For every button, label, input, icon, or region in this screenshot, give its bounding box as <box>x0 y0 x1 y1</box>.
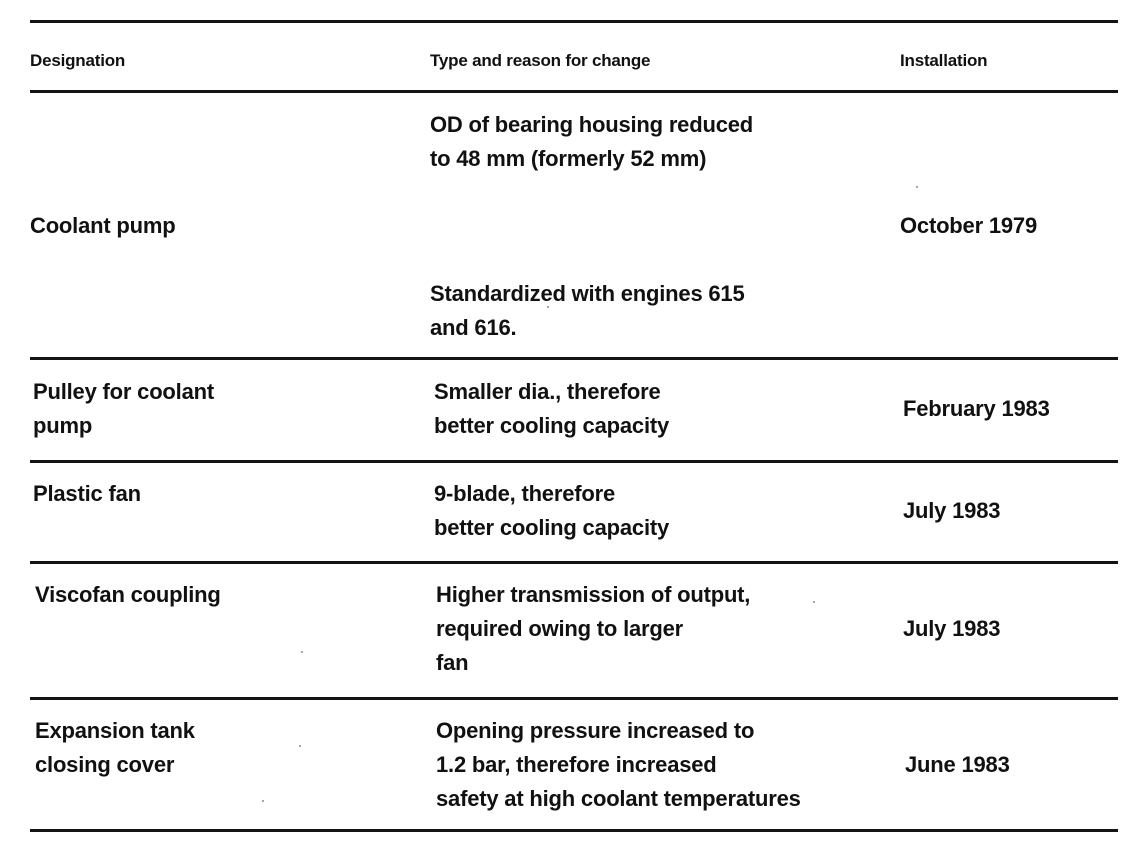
header-designation: Designation <box>30 51 126 70</box>
reason-line: better cooling capacity <box>434 413 670 438</box>
designation-cell: Coolant pump <box>30 213 176 238</box>
designation-line: pump <box>33 413 93 438</box>
reason-line: OD of bearing housing reduced <box>430 112 753 137</box>
reason-line: required owing to larger <box>436 616 684 641</box>
row-divider <box>30 460 1118 463</box>
installation-cell: October 1979 <box>900 213 1038 238</box>
header-type-and-reason: Type and reason for change <box>430 51 651 70</box>
table-bottom-rule <box>30 829 1118 832</box>
designation-cell: Plastic fan <box>33 481 141 506</box>
installation-cell: June 1983 <box>905 752 1010 777</box>
installation-cell: July 1983 <box>903 498 1001 523</box>
reason-line: Opening pressure increased to <box>436 718 755 743</box>
header-installation: Installation <box>900 51 988 70</box>
scan-speck <box>813 601 815 603</box>
reason-line: fan <box>436 650 469 675</box>
header-bottom-rule <box>30 90 1118 93</box>
reason-line: Standardized with engines 615 <box>430 281 745 306</box>
row-divider <box>30 357 1118 360</box>
reason-line: Higher transmission of output, <box>436 582 751 607</box>
scan-speck <box>547 306 549 308</box>
designation-cell: Viscofan coupling <box>35 582 221 607</box>
scan-speck <box>299 745 301 747</box>
scan-speck <box>301 651 303 653</box>
installation-cell: February 1983 <box>903 396 1050 421</box>
designation-line: closing cover <box>35 752 175 777</box>
row-divider <box>30 561 1118 564</box>
reason-line: Smaller dia., therefore <box>434 379 661 404</box>
table-top-rule <box>30 20 1118 23</box>
designation-line: Pulley for coolant <box>33 379 214 404</box>
scan-speck <box>262 800 264 802</box>
installation-cell: July 1983 <box>903 616 1001 641</box>
reason-line: to 48 mm (formerly 52 mm) <box>430 146 707 171</box>
designation-line: Expansion tank <box>35 718 195 743</box>
reason-line: better cooling capacity <box>434 515 670 540</box>
scan-speck <box>916 186 918 188</box>
reason-line: and 616. <box>430 315 517 340</box>
reason-line: 1.2 bar, therefore increased <box>436 752 717 777</box>
reason-line: 9-blade, therefore <box>434 481 616 506</box>
reason-line: safety at high coolant temperatures <box>436 786 801 811</box>
row-divider <box>30 697 1118 700</box>
